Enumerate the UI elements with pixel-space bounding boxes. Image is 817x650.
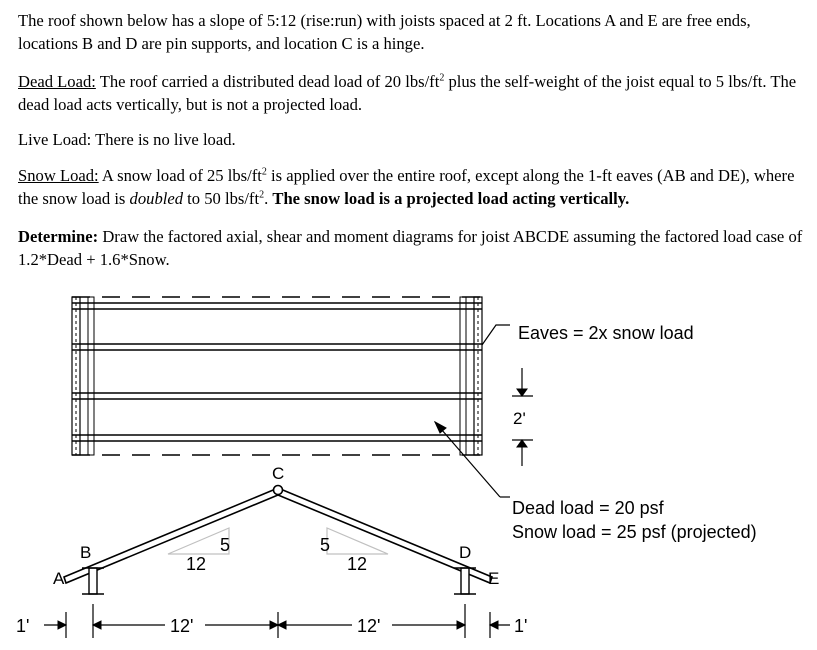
dim-right-span-arrow-1 (278, 621, 286, 629)
slope-right-rise: 5 (320, 535, 331, 555)
spacing-label: 2' (513, 409, 526, 428)
point-c-label: C (272, 464, 285, 483)
hinge-c-icon (274, 486, 283, 495)
dead-load-label: Dead Load: (18, 72, 96, 91)
dim-left-eave-arrow (58, 621, 66, 629)
eaves-note: Eaves = 2x snow load (518, 323, 694, 343)
determine-label: Determine: (18, 227, 99, 246)
eaves-leader-line (482, 325, 510, 345)
dead-load-leader-line (435, 422, 500, 497)
slope-left-rise: 5 (220, 535, 231, 555)
point-d-label: D (459, 543, 472, 562)
dim-left-span-arrow-1 (93, 621, 101, 629)
dead-load-text-1: The roof carried a distributed dead load of 20 lbs/ft (95, 72, 440, 91)
dim-left-span-arrow-2 (270, 621, 278, 629)
elevation-view (64, 486, 492, 595)
spacing-lower-arrow (517, 440, 527, 447)
snow-load-sup-1: 2 (261, 166, 267, 178)
dim-right-eave-label: 1' (514, 616, 528, 636)
snow-load-text-3: to 50 lbs/ft (183, 189, 260, 208)
snow-load-text-4: . (264, 189, 273, 208)
dead-load-leader-arrowhead (435, 422, 446, 433)
joist-abcde (64, 488, 492, 583)
dim-right-eave-arrow (490, 621, 498, 629)
dead-load-sup: 2 (439, 72, 445, 84)
slope-right-run: 12 (347, 554, 368, 574)
snow-load-bold-note: The snow load is a projected load acting vertically. (272, 189, 630, 208)
plan-left-wall (88, 297, 94, 455)
plan-view (72, 297, 510, 497)
snow-load-doubled: doubled (129, 189, 184, 208)
snow-load-note: Snow load = 25 psf (projected) (512, 522, 757, 542)
determine-text: Draw the factored axial, shear and moment diagrams for joist ABCDE assuming the factored load case of 1.2*Dead + 1.6*Snow. (18, 227, 803, 269)
plan-right-wall (460, 297, 466, 455)
spacing-upper-arrow (517, 389, 527, 396)
point-b-label: B (80, 543, 92, 562)
slope-left-run: 12 (186, 554, 207, 574)
intro-paragraph: The roof shown below has a slope of 5:12 (rise:run) with joists spaced at 2 ft. Locations A and E are free ends, locations B and D are pin supports, and location C is a hinge. (18, 11, 751, 53)
point-e-label: E (488, 569, 500, 588)
dim-right-span-arrow-2 (457, 621, 465, 629)
snow-load-text-1: A snow load of 25 lbs/ft (98, 166, 262, 185)
snow-load-sup-2: 2 (259, 189, 265, 201)
snow-load-text-2: is applied over the entire roof, except along the 1-ft eaves (AB and DE), where the snow load is (18, 166, 795, 208)
live-load-paragraph: Live Load: There is no live load. (18, 130, 236, 149)
dim-left-eave-label: 1' (16, 616, 30, 636)
dead-load-text-2: plus the self-weight of the joist equal to 5 lbs/ft. The dead load acts vertically, but is not a projected load. (18, 72, 797, 114)
snow-load-label: Snow Load: (18, 166, 99, 185)
dim-right-span-label: 12' (357, 616, 381, 636)
dead-load-note: Dead load = 20 psf (512, 498, 664, 518)
dim-left-span-label: 12' (170, 616, 194, 636)
point-a-label: A (53, 569, 65, 588)
span-dimensions (44, 604, 510, 638)
